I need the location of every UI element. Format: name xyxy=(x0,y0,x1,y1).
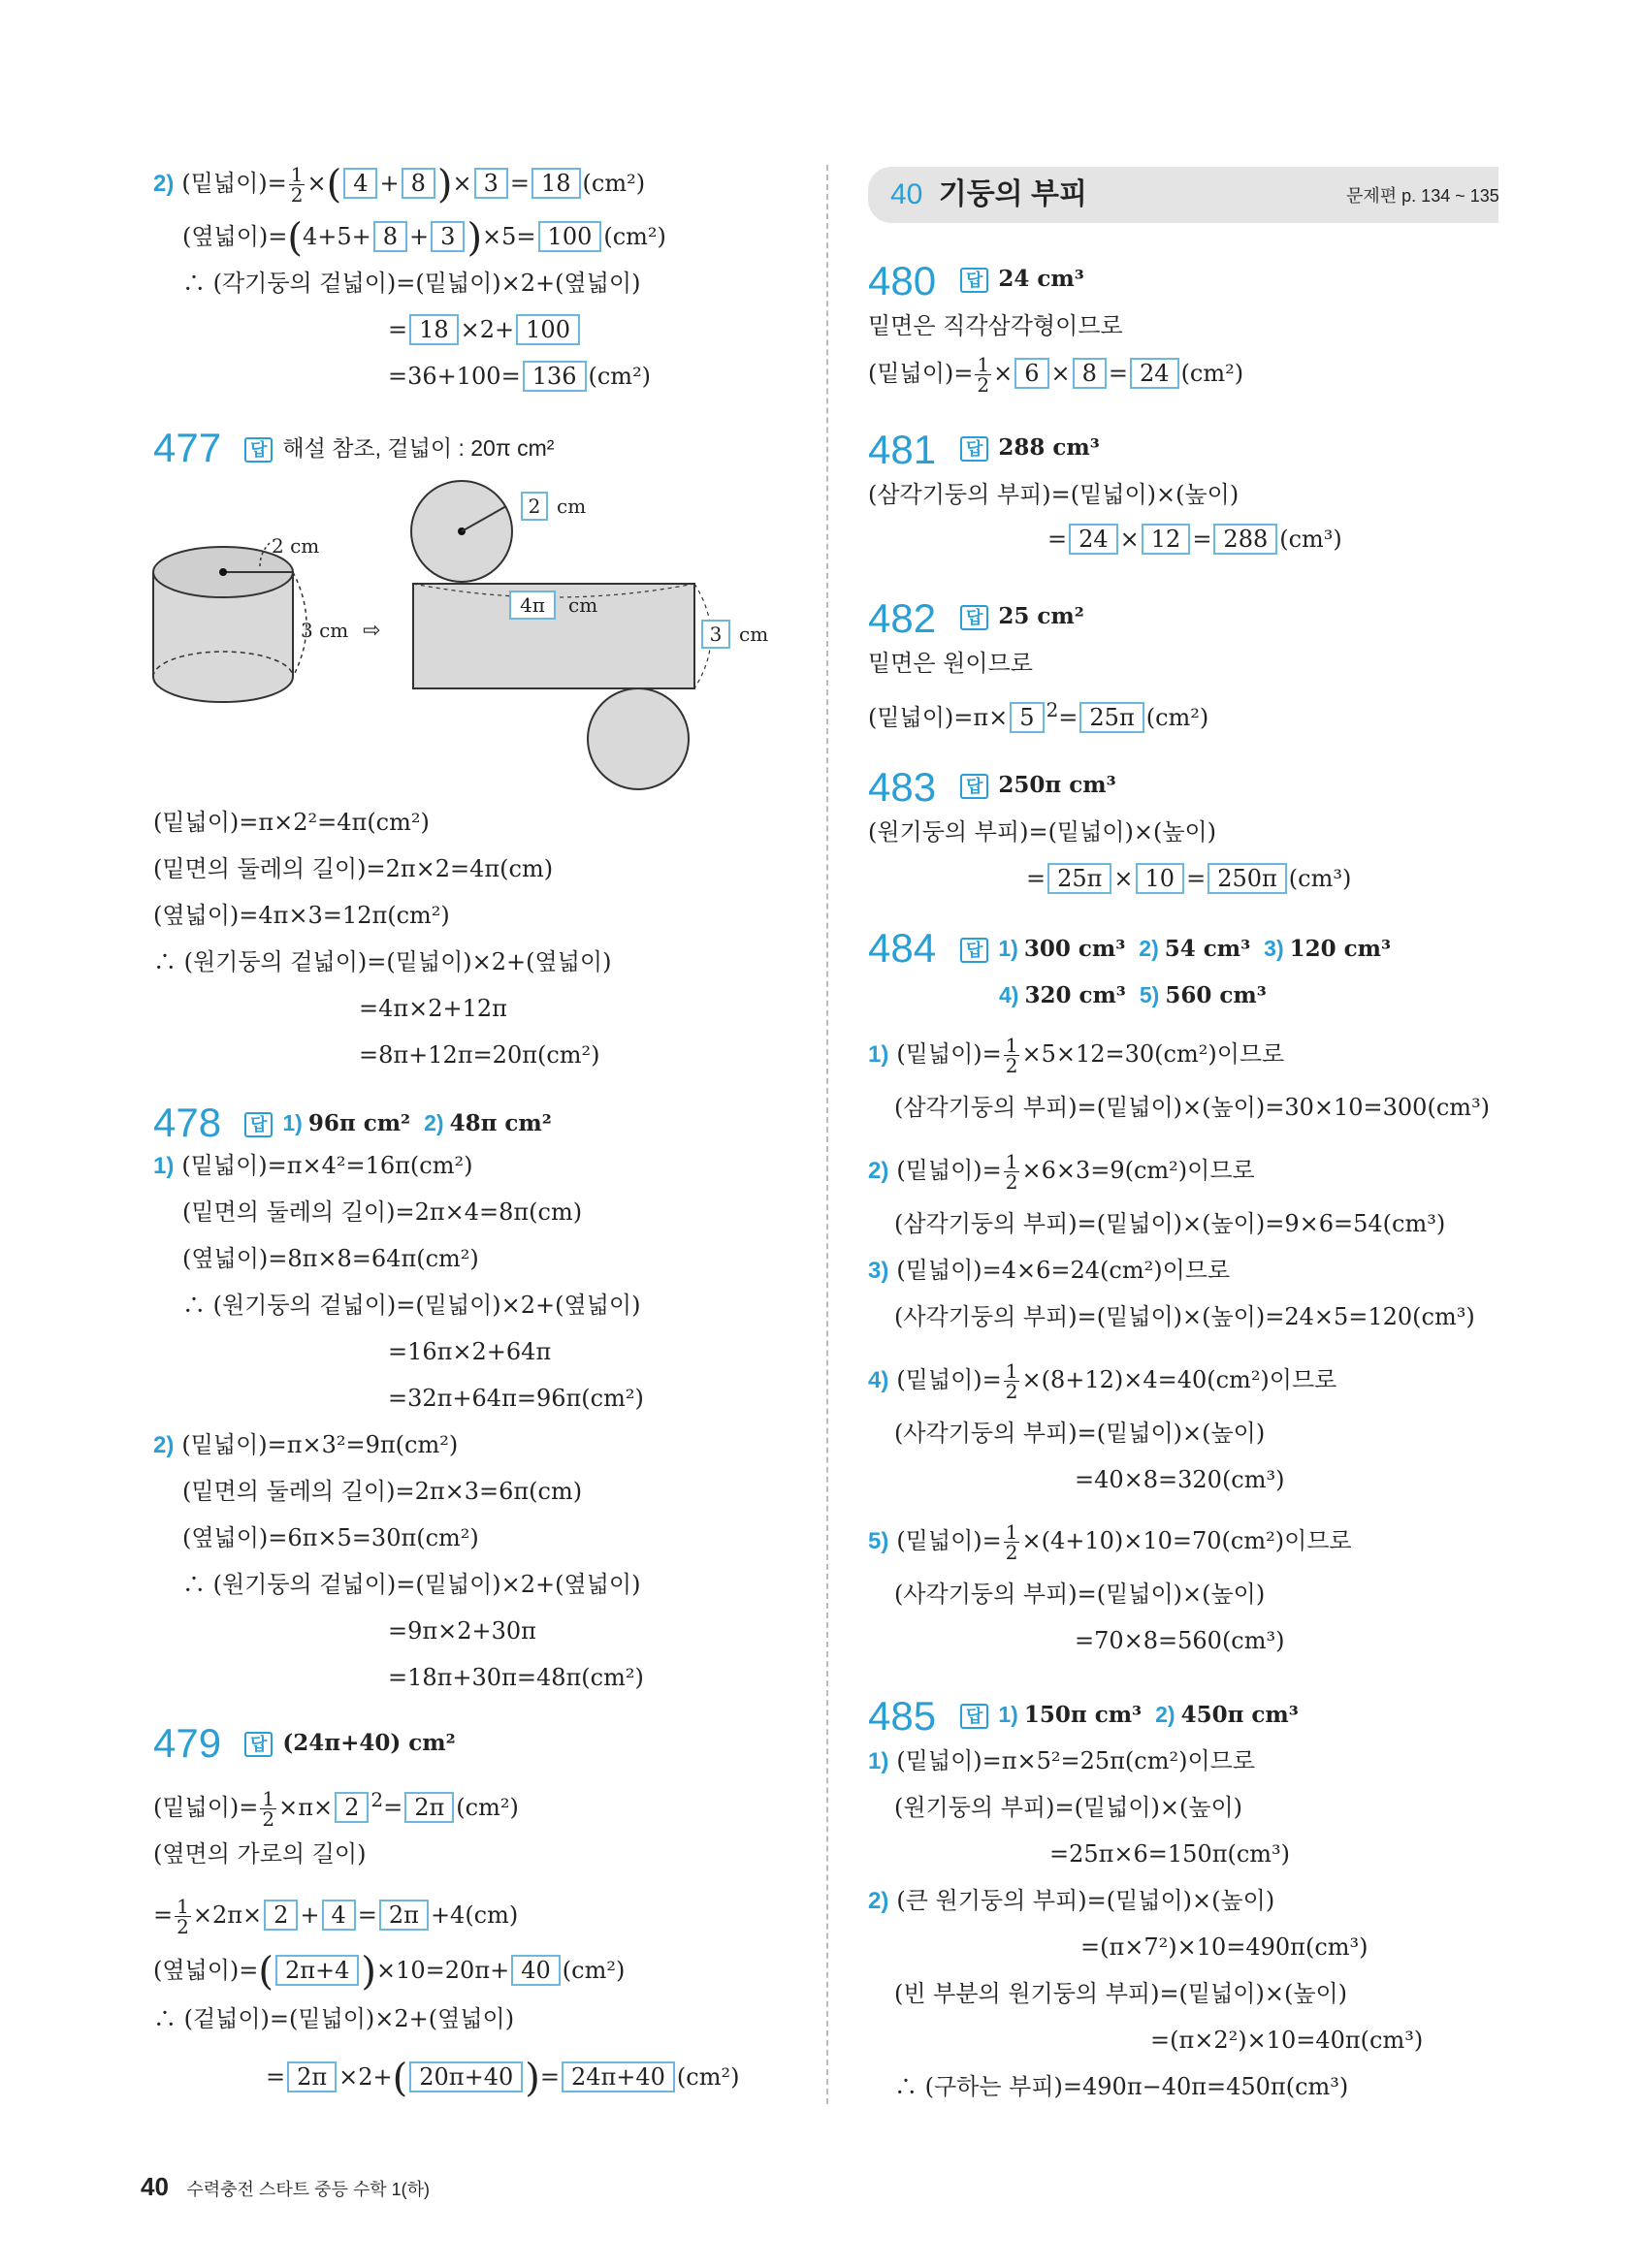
column-divider xyxy=(826,165,828,2104)
net-width-box: 4π xyxy=(520,593,545,617)
solution-line: 2) (밑넓이)=π×3²=9π(cm²) xyxy=(153,1431,459,1458)
problem-number-481: 481 xyxy=(868,427,937,472)
problem-number-482: 482 xyxy=(868,595,937,641)
solution-line: (밑넓이)= $\frac{1}{2}$ ×π× 2 $^2$= 2π (cm²) xyxy=(153,1787,519,1831)
net-icon xyxy=(411,481,711,789)
solution-line: = 25π × 10 = 250π (cm³) xyxy=(1026,865,1352,892)
page-footer xyxy=(141,2172,430,2202)
solution-line: =8π+12π=20π(cm²) xyxy=(359,1041,600,1069)
solution-line: ∴ (겉넓이)=(밑넓이)×2+(옆넓이) xyxy=(153,2005,515,2032)
answer-483: 답 250π cm³ xyxy=(960,770,1116,801)
cylinder-radius-label: 2 cm xyxy=(272,534,320,558)
answer-badge: 답 xyxy=(960,605,988,630)
net-height-box: 3 xyxy=(709,623,723,646)
solution-line: 밑면은 직각삼각형이므로 xyxy=(868,312,1123,339)
top-line-4: = 18 ×2+ 100 xyxy=(388,314,582,345)
net-width-unit: cm xyxy=(568,593,598,617)
solution-line: (사각기둥의 부피)=(밑넓이)×(높이)=24×5=120(cm³) xyxy=(894,1303,1475,1330)
solution-line: =(π×2²)×10=40π(cm³) xyxy=(1150,2027,1424,2054)
solution-line: (옆넓이)=6π×5=30π(cm²) xyxy=(182,1524,479,1551)
solution-line: (원기둥의 부피)=(밑넓이)×(높이) xyxy=(868,818,1217,846)
solution-line: =18π+30π=48π(cm²) xyxy=(388,1664,644,1691)
cylinder-height-label: 3 cm xyxy=(301,619,349,642)
answer-badge: 답 xyxy=(960,268,988,293)
book-title: 수력충전 스타트 중등 수학 1(하) xyxy=(186,2180,431,2199)
solution-line: =32π+64π=96π(cm²) xyxy=(388,1385,644,1412)
solution-line: ∴ (원기둥의 겉넓이)=(밑넓이)×2+(옆넓이) xyxy=(182,1292,641,1319)
answer-484-row1: 답 1) 300 cm³ 2) 54 cm³ 3) 120 cm³ xyxy=(960,933,1391,965)
cylinder-icon xyxy=(153,543,306,702)
section-page-ref: 문제편 p. 134 ~ 135 xyxy=(1346,186,1499,206)
top-line-5: =36+100= 136 (cm²) xyxy=(388,363,652,390)
solution-line: (원기둥의 부피)=(밑넓이)×(높이) xyxy=(894,1794,1243,1821)
top-line-1: 2) (밑넓이)= $\frac{1}{2}$ ×( 4 + 8 )× 3 = 18 (cm²) xyxy=(153,162,646,208)
solution-line: = 24 × 12 = 288 (cm³) xyxy=(1047,526,1342,553)
solution-line: =40×8=320(cm³) xyxy=(1075,1466,1285,1493)
solution-line: (빈 부분의 원기둥의 부피)=(밑넓이)×(높이) xyxy=(894,1980,1348,2007)
solution-line: (밑면의 둘레의 길이)=2π×2=4π(cm) xyxy=(153,855,554,882)
solution-line: (옆넓이)=4π×3=12π(cm²) xyxy=(153,902,450,929)
problem-number-485: 485 xyxy=(868,1693,937,1739)
problem-number-478: 478 xyxy=(153,1100,222,1145)
problem-number-483: 483 xyxy=(868,764,937,810)
section-heading: 40 기둥의 부피 xyxy=(890,178,1087,210)
net-radius-unit: cm xyxy=(557,495,587,518)
arrow-icon: ⇨ xyxy=(363,619,381,643)
solution-line: (삼각기둥의 부피)=(밑넓이)×(높이)=30×10=300(cm³) xyxy=(894,1094,1490,1121)
solution-line: 1) (밑넓이)=π×5²=25π(cm²)이므로 xyxy=(868,1747,1256,1774)
solution-line: ∴ (구하는 부피)=490π−40π=450π(cm³) xyxy=(894,2073,1349,2100)
solution-line: (옆면의 가로의 길이) xyxy=(153,1840,367,1868)
problem-number-479: 479 xyxy=(153,1720,222,1766)
solution-line: 1) (밑넓이)=π×4²=16π(cm²) xyxy=(153,1152,473,1179)
solution-line: =4π×2+12π xyxy=(359,995,507,1022)
solution-line: = $\frac{1}{2}$ ×2π× 2 + 4 = 2π +4(cm) xyxy=(153,1895,519,1938)
answer-badge: 답 xyxy=(960,938,988,963)
answer-badge: 답 xyxy=(960,774,988,799)
solution-line: (밑면의 둘레의 길이)=2π×4=8π(cm) xyxy=(182,1198,583,1226)
answer-badge: 답 xyxy=(244,1732,273,1757)
answer-482: 답 25 cm² xyxy=(960,601,1084,632)
solution-line: 3) (밑넓이)=4×6=24(cm²)이므로 xyxy=(868,1257,1231,1284)
problem-number-480: 480 xyxy=(868,258,937,303)
solution-line: 1) (밑넓이)= $\frac{1}{2}$ ×5×12=30(cm²)이므로 xyxy=(868,1034,1285,1077)
answer-484-row2: 4) 320 cm³ 5) 560 cm³ xyxy=(999,982,1267,1008)
answer-badge: 답 xyxy=(244,1112,273,1137)
solution-line: (밑넓이)=π×2²=4π(cm²) xyxy=(153,809,430,836)
answer-479: 답 (24π+40) cm² xyxy=(244,1728,456,1759)
solution-line: (삼각기둥의 부피)=(밑넓이)×(높이)=9×6=54(cm³) xyxy=(894,1210,1446,1237)
solution-line: (사각기둥의 부피)=(밑넓이)×(높이) xyxy=(894,1581,1266,1608)
page-number: 40 xyxy=(141,2172,169,2201)
answer-485: 답 1) 150π cm³ 2) 450π cm³ xyxy=(960,1699,1299,1731)
solution-line: (옆넓이)=8π×8=64π(cm²) xyxy=(182,1245,479,1272)
answer-478: 답 1) 96π cm² 2) 48π cm² xyxy=(244,1107,552,1139)
answer-badge: 답 xyxy=(244,437,273,463)
solution-line: (삼각기둥의 부피)=(밑넓이)×(높이) xyxy=(868,481,1240,508)
cylinder-figure xyxy=(145,475,795,805)
net-height-unit: cm xyxy=(739,623,769,646)
problem-number-477: 477 xyxy=(153,425,222,470)
solution-line: (사각기둥의 부피)=(밑넓이)×(높이) xyxy=(894,1420,1266,1447)
solution-line: (밑넓이)= $\frac{1}{2}$ × 6 × 8 = 24 (cm²) xyxy=(868,353,1244,397)
answer-badge: 답 xyxy=(960,1704,988,1729)
solution-line: 2) (큰 원기둥의 부피)=(밑넓이)×(높이) xyxy=(868,1887,1275,1914)
solution-line: = 2π ×2+( 20π+40 )= 24π+40 (cm²) xyxy=(266,2056,740,2101)
solution-line: (옆넓이)=( 2π+4 )×10=20π+ 40 (cm²) xyxy=(153,1949,626,1995)
answer-481: 답 288 cm³ xyxy=(960,432,1100,463)
solution-line: =25π×6=150π(cm³) xyxy=(1049,1840,1291,1868)
solution-line: =70×8=560(cm³) xyxy=(1075,1627,1285,1654)
solution-line: ∴ (원기둥의 겉넓이)=(밑넓이)×2+(옆넓이) xyxy=(153,948,612,975)
solution-line: =16π×2+64π xyxy=(388,1338,552,1365)
solution-line: =(π×7²)×10=490π(cm³) xyxy=(1080,1933,1368,1961)
net-radius-box: 2 xyxy=(528,495,541,518)
solution-line: =9π×2+30π xyxy=(388,1617,536,1645)
top-line-3: ∴ (각기둥의 겉넓이)=(밑넓이)×2+(옆넓이) xyxy=(182,270,641,297)
solution-line: 4) (밑넓이)= $\frac{1}{2}$ ×(8+12)×4=40(cm²)이므로 xyxy=(868,1359,1337,1403)
top-line-2: (옆넓이)=(4+5+ 8 + 3 )×5= 100 (cm²) xyxy=(182,215,666,261)
answer-badge: 답 xyxy=(960,436,988,462)
solution-line: 5) (밑넓이)= $\frac{1}{2}$ ×(4+10)×10=70(cm²)이므로 xyxy=(868,1520,1352,1564)
answer-477: 답 해설 참조, 겉넓이 : 20π cm² xyxy=(244,432,554,464)
solution-line: 밑면은 원이므로 xyxy=(868,650,1033,677)
solution-line: ∴ (원기둥의 겉넓이)=(밑넓이)×2+(옆넓이) xyxy=(182,1571,641,1598)
solution-line: (밑면의 둘레의 길이)=2π×3=6π(cm) xyxy=(182,1478,583,1505)
problem-number-484: 484 xyxy=(868,925,937,971)
solution-line: 2) (밑넓이)= $\frac{1}{2}$ ×6×3=9(cm²)이므로 xyxy=(868,1150,1255,1194)
answer-480: 답 24 cm³ xyxy=(960,264,1084,295)
solution-line: (밑넓이)=π× 5 $^2$= 25π (cm²) xyxy=(868,698,1209,731)
